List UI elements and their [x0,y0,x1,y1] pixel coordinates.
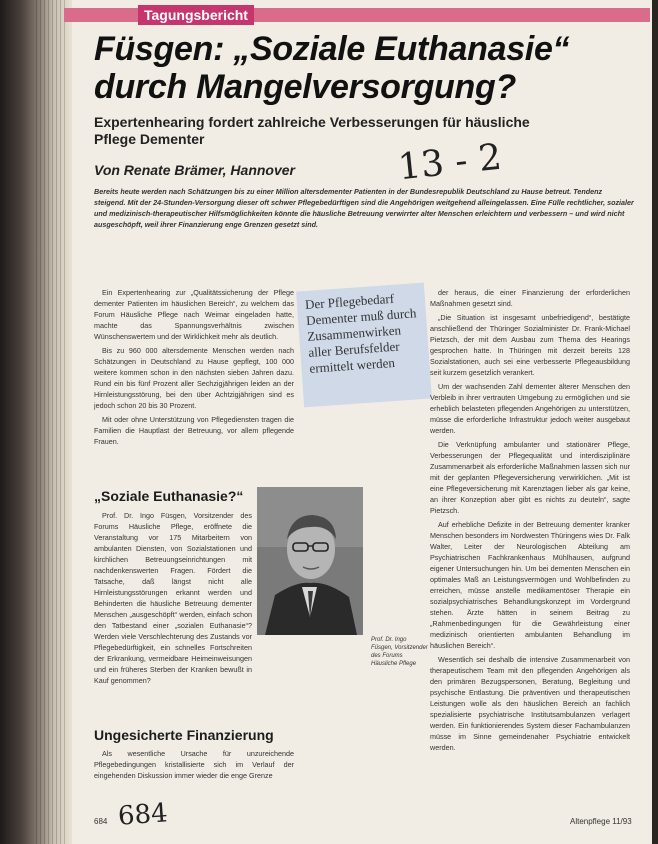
paragraph: „Die Situation ist insgesamt unbefriedigend“, bestätigte anschließend der Thüringer Sozialminister Dr. Frank-Michael Pietzsch, der mit dem Ausbau zum Thema des Hearings gesprochen hatte. In Thüringen mit derzeit bereits 128 Sozialstationen, auch sei eine verbesserte Pflegeausbildung seit kurzem gesetzlich verankert. [430,313,630,377]
portrait-photo [257,487,363,635]
paragraph: Ein Expertenhearing zur „Qualitätssicherung der Pflege dementer Patienten im häuslichen Bereich“, zu welchem das Forum Häusliche Pflege nach Weimar eingeladen hatte, machte das Spannungsverhältnis zwischen Wünschenswertem und der Wirklichkeit mehr als deutlich. [94,288,294,341]
handwritten-page-number: 684 [117,798,169,832]
section-heading-finanzierung: Ungesicherte Finanzierung [94,727,274,743]
portrait-illustration [257,487,363,635]
paragraph: Wesentlich sei deshalb die intensive Zusammenarbeit von therapeutischem Team mit den pflegenden Angehörigen als den primären Bezugspersonen, Beratung, Begleitung und psychische Entlastung. Die präventiven und therapeutischen Leistungen wolle als den häuslichen Bereich an fachlich spezialisierte psychiatrische Institutsambulanzen verlagert werden. Ein funktionierendes System dieser Fachambulanzen müsse im Sinne gemeindenaher Psychiatrie entwickelt werden. [430,655,630,752]
book-spine [0,0,72,844]
paragraph: Prof. Dr. Ingo Füsgen, Vorsitzender des Forums Häusliche Pflege, eröffnete die Veranstaltung vor 175 Mitarbeitern von ambulanten Diensten, von Sozialstationen und kirchlichen Betreuungseinrichtungen mit nachdenkenswerten Fragen. Fördert die Tatsache, daß längst nicht alle Hirnleistungsstörungen erkannt werden und Behinderten die häusliche Betreuung dementer Menschen „ausgeschöpft“ werden, einfach schon den Tatbestand einer „sozialen Euthanasie“? Werden viele Verschlechterung des Zustands vor Pflegebedürftigkeit, ein schnelles Fortschreiten der Erkrankung, vermeidbare Heimeinweisungen und ein früheres Sterben der Kranken bewußt in Kauf genommen? [94,511,252,685]
paragraph: Bis zu 960 000 altersdemente Menschen werden nach Schätzungen in Deutschland zu Hause gepflegt, 100 000 weitere kommen schon in den nächsten sieben Jahren dazu. Rund ein bis fünf Prozent aller Sechzigjährigen leiden an der Hirnleistungsstörung, bei den über Achtzigjährigen sind es jedoch schon 20 bis 30 Prozent. [94,346,294,410]
paragraph: Die Verknüpfung ambulanter und stationärer Pflege, Verbesserungen der Pflegequalität und interdisziplinäre Zusammenarbeit als erforderliche Maßnahmen lassen sich nur mit der geplanten Pflegeversicherung verwirklichen. „Mit ist eine Pflegeversicherung mit Karenztagen lieber als gar keine, an ihrer Konzeption aber gibt es nichts zu deuteln“, sagte Pietzsch. [430,440,630,515]
column-1 [94,287,294,450]
photo-caption: Prof. Dr. Ingo Füsgen, Vorsitzender des Forums Häusliche Pflege [371,637,428,667]
paragraph: der heraus, die einer Finanzierung der erforderlichen Maßnahmen gesetzt sind. [430,288,630,308]
page-edges [36,0,66,844]
page-number: 684 [94,817,108,826]
column-2-continued [94,748,294,784]
handwritten-note: 13 - 2 [396,136,504,189]
section-heading-euthanasie: „Soziale Euthanasie?“ [94,488,244,504]
title-line-2: durch Mangelversorgung? [94,68,516,106]
paragraph: Auf erhebliche Defizite in der Betreuung dementer kranker Menschen besonders im Nordwesten Thüringens wies Dr. Falk Walter, Leiter der Neurologischen Abteilung am Psychiatrischen Fachkrankenhaus Mühlhausen, aufgrund eigener Untersuchungen hin. Um bei dementen Menschen ein optimales Maß an Leistungsvermögen und Wohlbefinden zu erreichen, müsse anstelle medikamentöser Therapie ein sozialpsychiatrisches Behandlungskonzept im Vordergrund stehen. Ärzte hätten in seinem Beitrag zu „Rahmenbedingungen für die Gewährleistung einer medizinisch orientierten ambulanten Behandlung im häuslichen Bereich“. [430,520,630,650]
paragraph: Als wesentliche Ursache für unzureichende Pflegebedingungen kristallisierte sich im Verlauf der eingehenden Diskussion immer wieder die enge Grenze [94,749,294,780]
article-title [94,30,634,106]
issue-footer: Altenpflege 11/93 [570,817,632,826]
lead-paragraph: Bereits heute werden nach Schätzungen bis zu einer Million altersdementer Patienten in der Bundesrepublik Deutschland zu Hause betreut. Tendenz steigend. Mit der 24-Stunden-Versorgung dieser oft schwer Pflegebedürftigen sind die Angehörigen weitgehend alleingelassen. Eine Fülle rechtlicher, sozialer und medizinisch-therapeutischer Hilfsmöglichkeiten könnte die häusliche Betreuung verwirrter alter Menschen erleichtern und verbessern – und wird nicht ausgeschöpft, weil ihrer Finanzierung enge Grenzen gesetzt sind. [94,187,634,229]
paragraph: Um der wachsenden Zahl dementer älterer Menschen den Verbleib in ihrer vertrauten Umgebung zu ermöglichen und sie erheblich belasteten pflegenden Angehörigen zu unterstützen, müsse die erforderliche Infrastruktur jedoch weiter ausgebaut werden. [430,382,630,435]
column-2 [94,510,252,689]
author-line: Von Renate Brämer, Hannover [94,162,295,178]
column-3 [430,287,630,756]
paragraph: Mit oder ohne Unterstützung von Pflegediensten tragen die Familien die Hauptlast der Betreuung, vor allem pflegende Frauen. [94,415,294,446]
title-line-1: Füsgen: „Soziale Euthanasie“ [94,30,570,68]
page-edge-shadow [652,0,658,844]
article-subtitle: Expertenhearing fordert zahlreiche Verbesserungen für häusliche Pflege Dementer [94,114,530,147]
pull-quote: Der Pflegebedarf Dementer muß durch Zusammenwirken aller Berufsfelder ermittelt werden [296,283,432,408]
kicker-label: Tagungsbericht [138,5,254,25]
